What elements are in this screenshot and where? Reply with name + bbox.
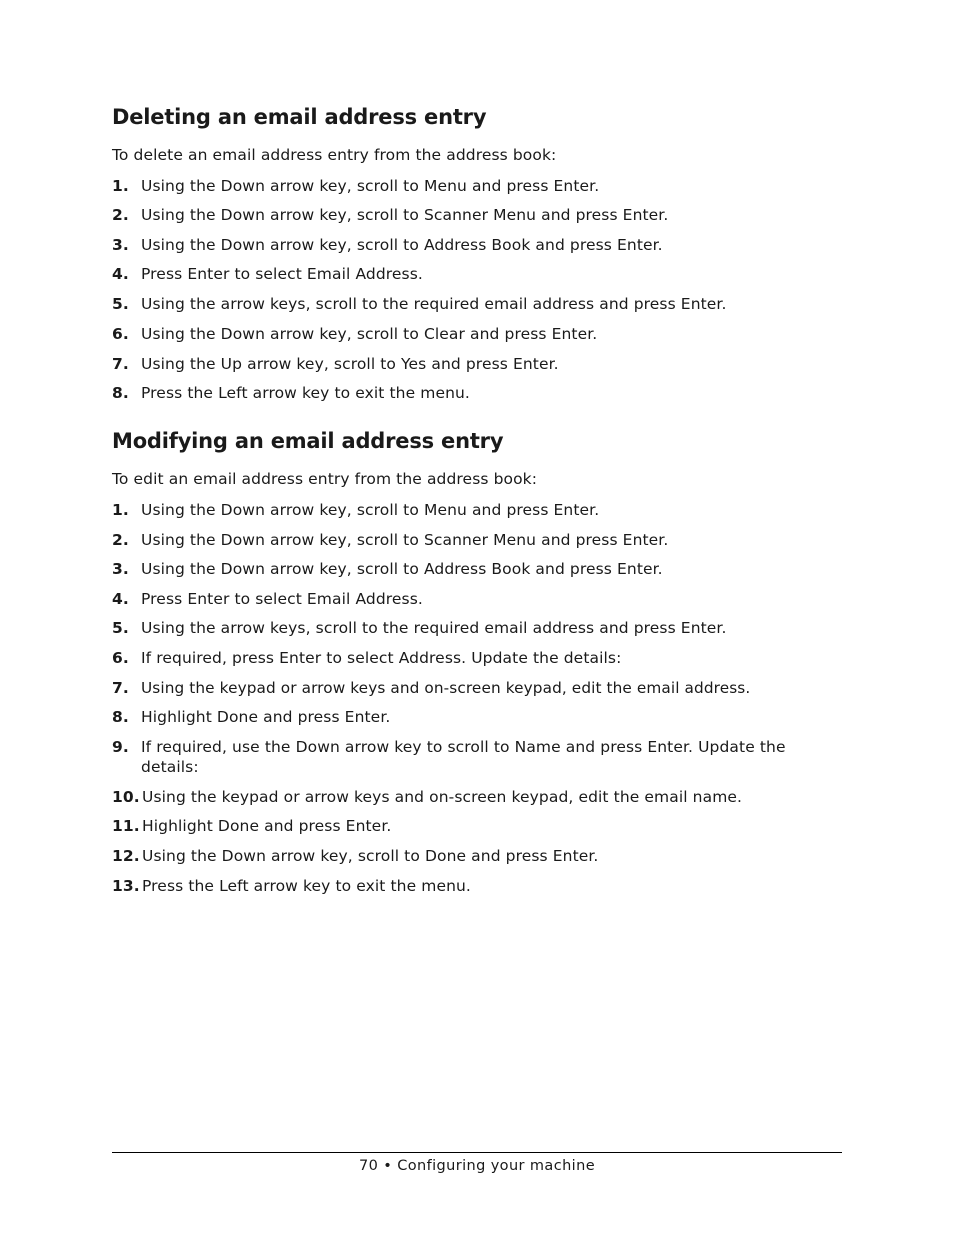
list-item [112, 846, 842, 866]
step-text: Using the Down arrow key, scroll to Scanner Menu and press Enter. [141, 531, 669, 549]
step-number: 7. [112, 355, 129, 373]
step-number: 3. [112, 236, 129, 254]
step-number: 6. [112, 649, 129, 667]
step-number: 10. [112, 788, 140, 806]
step-text: Using the keypad or arrow keys and on-screen keypad, edit the email address. [141, 679, 751, 697]
step-text: Using the Up arrow key, scroll to Yes and press Enter. [141, 355, 559, 373]
list-item [112, 500, 842, 520]
list-item [112, 176, 842, 196]
step-text: Using the arrow keys, scroll to the required email address and press Enter. [141, 619, 727, 637]
step-text: Using the Down arrow key, scroll to Address Book and press Enter. [141, 236, 663, 254]
step-number: 11. [112, 817, 140, 835]
list-item [112, 589, 842, 609]
list-item [112, 787, 842, 807]
step-number: 13. [112, 877, 140, 895]
step-text: Press Enter to select Email Address. [141, 590, 423, 608]
list-item [112, 618, 842, 638]
list-item [112, 354, 842, 374]
step-text: Using the Down arrow key, scroll to Clear and press Enter. [141, 325, 598, 343]
step-number: 8. [112, 708, 129, 726]
step-text: Highlight Done and press Enter. [142, 817, 392, 835]
step-text: Highlight Done and press Enter. [141, 708, 391, 726]
section-intro-modifying: To edit an email address entry from the address book: [112, 470, 538, 488]
step-number: 5. [112, 295, 129, 313]
step-number: 1. [112, 501, 129, 519]
list-item [112, 205, 842, 225]
step-number: 12. [112, 847, 140, 865]
list-item [112, 294, 842, 314]
step-text: Press the Left arrow key to exit the menu. [142, 877, 471, 895]
section-title-modifying: Modifying an email address entry [112, 429, 504, 453]
step-number: 5. [112, 619, 129, 637]
footer-divider [112, 1152, 842, 1153]
step-text: Using the arrow keys, scroll to the required email address and press Enter. [141, 295, 727, 313]
step-number: 7. [112, 679, 129, 697]
list-item [112, 816, 842, 836]
step-text: Using the Down arrow key, scroll to Done and press Enter. [142, 847, 599, 865]
list-item [112, 648, 842, 668]
step-number: 8. [112, 384, 129, 402]
step-text: Using the Down arrow key, scroll to Menu and press Enter. [141, 177, 600, 195]
list-item [112, 876, 842, 896]
step-text: Using the Down arrow key, scroll to Scanner Menu and press Enter. [141, 206, 669, 224]
step-number: 2. [112, 206, 129, 224]
step-number: 6. [112, 325, 129, 343]
step-number: 9. [112, 738, 129, 756]
list-item [112, 707, 842, 727]
list-item [112, 678, 842, 698]
step-text: Press Enter to select Email Address. [141, 265, 423, 283]
step-number: 2. [112, 531, 129, 549]
list-item [112, 264, 842, 284]
step-number: 4. [112, 590, 129, 608]
list-item [112, 235, 842, 255]
step-text: Using the Down arrow key, scroll to Menu and press Enter. [141, 501, 600, 519]
page-footer: 70 • Configuring your machine [358, 1158, 596, 1174]
step-text: If required, use the Down arrow key to scroll to Name and press Enter. Update the details: [141, 738, 786, 776]
list-item [112, 737, 842, 777]
step-text: If required, press Enter to select Address. Update the details: [141, 649, 622, 667]
section-intro-deleting: To delete an email address entry from the address book: [112, 146, 557, 164]
list-item [112, 559, 842, 579]
section-title-deleting: Deleting an email address entry [112, 105, 487, 129]
list-item [112, 383, 842, 403]
list-item [112, 530, 842, 550]
step-text: Press the Left arrow key to exit the menu. [141, 384, 470, 402]
step-number: 1. [112, 177, 129, 195]
step-text: Using the keypad or arrow keys and on-screen keypad, edit the email name. [142, 788, 743, 806]
list-item [112, 324, 842, 344]
step-text: Using the Down arrow key, scroll to Address Book and press Enter. [141, 560, 663, 578]
step-number: 4. [112, 265, 129, 283]
step-number: 3. [112, 560, 129, 578]
